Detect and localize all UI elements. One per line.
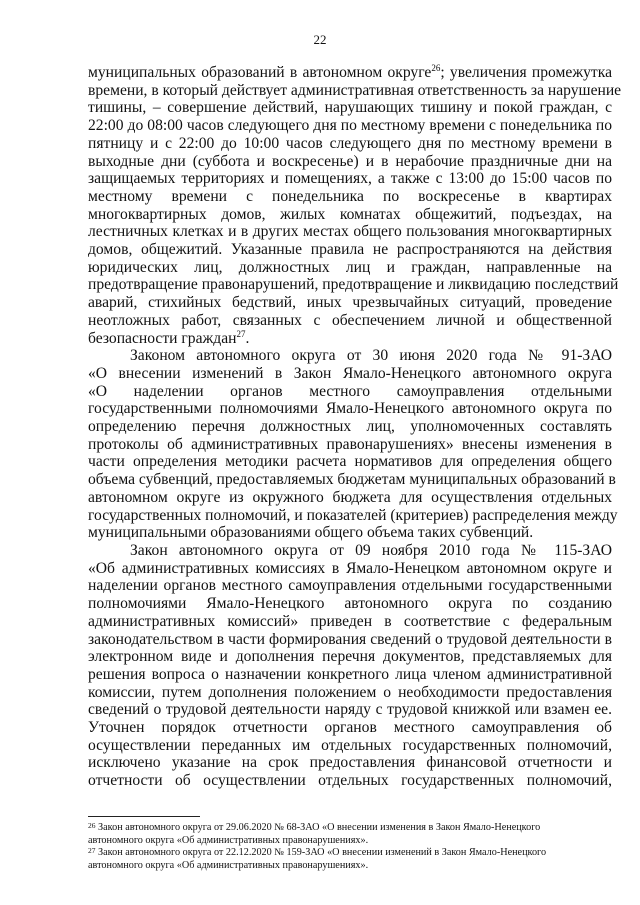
text-line xyxy=(88,259,612,277)
line-text: аварий, стихийных бедствий, иных чрезвычайных ситуаций, проведение xyxy=(88,294,612,312)
paragraph-2 xyxy=(88,347,618,542)
line-text: безопасности граждан xyxy=(88,329,237,347)
text-line xyxy=(88,170,612,188)
text-line xyxy=(88,99,612,117)
line-text: тишины, – совершение действий, нарушающих тишину и покой граждан, с xyxy=(88,99,612,117)
text-line: наделении органов местного самоуправления отдельными государственными xyxy=(88,577,612,595)
text-line xyxy=(88,312,612,330)
text-line xyxy=(88,294,612,312)
text-line: законодательством в части формирования сведений о трудовой деятельности в xyxy=(88,630,612,648)
text-line xyxy=(88,206,612,224)
line-text: времени, в который действует административная ответственность за нарушение xyxy=(88,81,622,99)
text-line: определению перечня должностных лиц, уполномоченных составлять xyxy=(88,418,612,436)
line-text: пятницу и с 22:00 до 10:00 часов следующего дня по местному времени в xyxy=(88,134,612,152)
text-line: «О наделении органов местного самоуправления отдельными xyxy=(88,382,612,400)
text-line: объема субвенций, предоставляемых бюджетам муниципальных образований в xyxy=(88,471,616,489)
footnote-text: автономного округа «Об административных правонарушениях». xyxy=(88,834,369,846)
line-text: местному времени с понедельника по воскресенье в квартирах xyxy=(88,187,612,205)
text-line: отчетности об осуществлении отдельных государственных полномочий, xyxy=(88,772,612,790)
text-line xyxy=(88,135,612,153)
text-line xyxy=(88,64,612,82)
text-line xyxy=(88,153,612,171)
text-line: протоколы об административных правонарушениях» внесены изменения в xyxy=(88,435,612,453)
line-text: предотвращение правонарушений, предотвращение и ликвидацию последствий xyxy=(88,276,619,294)
text-line: исключено указание на срок предоставления финансовой отчетности и xyxy=(88,754,612,772)
text-line: комиссии, путем дополнения положением о необходимости предоставления xyxy=(88,683,612,701)
footnote-separator xyxy=(88,816,200,817)
line-text: неотложных работ, связанных с обеспечением личной и общественной xyxy=(88,311,612,329)
footnote-text: автономного округа «Об административных правонарушениях». xyxy=(88,859,369,871)
paragraph-3 xyxy=(88,542,612,790)
text-line xyxy=(88,81,622,100)
line-text: . xyxy=(245,329,250,347)
paragraph-1 xyxy=(88,63,622,347)
text-line: «Об административных комиссиях в Ямало-Ненецком автономном округе и xyxy=(88,559,612,577)
line-text: юридических лиц, должностных лиц и граждан, направленные на xyxy=(88,258,612,276)
footnote-26 xyxy=(88,822,612,835)
text-line xyxy=(88,330,612,348)
text-line: осуществлении переданных им отдельных государственных полномочий, xyxy=(88,736,612,754)
text-line: административных комиссий» приведен в соответствие с федеральным xyxy=(88,612,612,630)
text-line: муниципальными образованиями общего объема таких субвенций. xyxy=(88,524,534,542)
text-line: сведений о трудовой деятельности наряду с трудовой книжкой или взамен ее. xyxy=(88,701,612,719)
line-text: муниципальных образований в автономном округе xyxy=(88,64,432,81)
text-line xyxy=(88,241,612,259)
text-line xyxy=(88,188,612,206)
line-text: 22:00 до 08:00 часов следующего дня по местному времени с понедельника по xyxy=(88,117,612,135)
text-line: Законом автономного округа от 30 июня 2020 года № 91-ЗАО xyxy=(130,347,612,365)
text-line: Уточнен порядок отчетности органов местного самоуправления об xyxy=(88,719,612,737)
text-line: части определения методики расчета нормативов для определения общего xyxy=(88,453,612,471)
text-line xyxy=(88,223,612,241)
text-line: государственными полномочиями Ямало-Ненецкого автономного округа по xyxy=(88,400,612,418)
footnote-27 xyxy=(88,847,612,860)
page-number: 22 xyxy=(313,32,327,47)
text-line: решения вопроса о назначении конкретного лица членом административной xyxy=(88,665,612,683)
text-line: полномочиями Ямало-Ненецкого автономного округа по созданию xyxy=(88,595,612,613)
text-line: Закон автономного округа от 09 ноября 2010 года № 115-ЗАО xyxy=(130,541,612,559)
line-text: защищаемых территориях и помещениях, а также с 13:00 до 15:00 часов по xyxy=(88,170,612,188)
line-text: домов, общежитий. Указанные правила не распространяются на действия xyxy=(88,241,612,259)
line-text: выходные дни (суббота и воскресенье) и в нерабочие праздничные дни на xyxy=(88,152,612,170)
footnotes xyxy=(88,822,612,872)
footnote-mark: 26 xyxy=(88,821,96,830)
footnote-mark: 27 xyxy=(88,846,96,856)
text-line xyxy=(88,276,619,294)
text-line: «О внесении изменений в Закон Ямало-Ненецкого автономного округа xyxy=(88,364,612,382)
footnote-ref: 27 xyxy=(236,328,246,339)
text-line xyxy=(88,117,612,135)
line-text: ; увеличения промежутка xyxy=(440,64,612,81)
text-line: государственных полномочий, и показателей (критериев) распределения между xyxy=(88,506,618,524)
footnote-text: Закон автономного округа от 29.06.2020 № 68-ЗАО «О внесении изменения в Закон Ямало-Ненецкого xyxy=(95,822,541,833)
footnote-text: Закон автономного округа от 22.12.2020 № 159-ЗАО «О внесении изменений в Закон Ямало-Ненецкого xyxy=(95,847,547,859)
document-body xyxy=(88,63,622,790)
footnote-ref: 26 xyxy=(431,63,441,73)
line-text: многоквартирных домов, жилых комнатах общежитий, подъездах, на xyxy=(88,205,612,223)
line-text: лестничных клетках и в других местах общего пользования многоквартирных xyxy=(88,223,612,241)
text-line: автономном округе из окружного бюджета для осуществления отдельных xyxy=(88,488,612,506)
text-line: электронном виде и дополнения перечня документов, представляемых для xyxy=(88,648,612,666)
